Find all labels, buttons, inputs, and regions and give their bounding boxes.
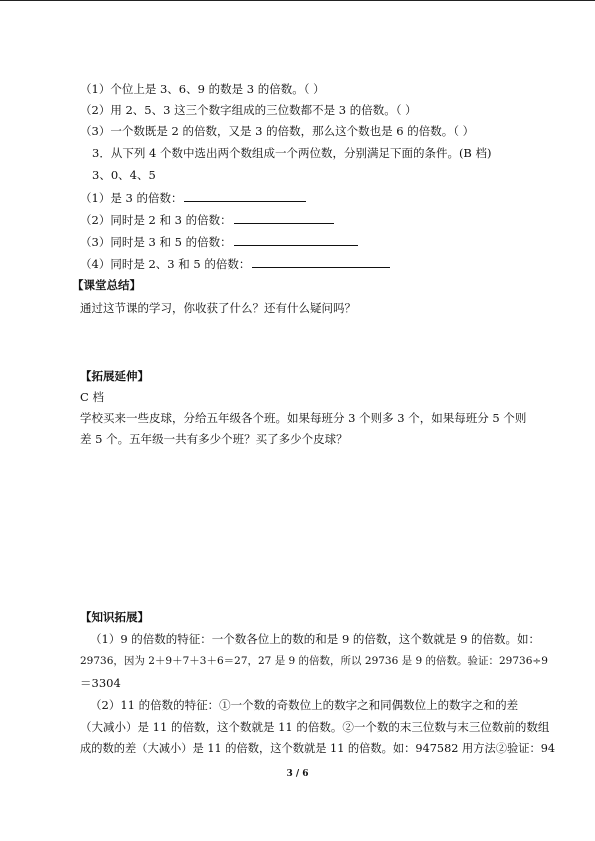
answer-blank-1[interactable] bbox=[184, 190, 306, 202]
question-3-part-4 bbox=[80, 256, 390, 271]
top-border-line bbox=[0, 0, 595, 1]
summary-heading: 【课堂总结】 bbox=[72, 278, 141, 292]
answer-blank-3[interactable] bbox=[234, 234, 358, 246]
question-3-part-2-label: （2）同时是 2 和 3 的倍数： bbox=[80, 213, 232, 227]
knowledge-9-line-2: 29736，因为 2＋9＋7＋3＋6＝27，27 是 9 的倍数，所以 29736 是 9 的倍数。验证：29736÷9 bbox=[80, 655, 548, 667]
question-3-part-3 bbox=[80, 234, 358, 249]
extension-problem-line-1: 学校买来一些皮球，分给五年级各个班。如果每班分 3 个则多 3 个，如果每班分 5 个则 bbox=[80, 411, 527, 425]
page-number: 3 / 6 bbox=[286, 769, 309, 779]
question-3-title: 3．从下列 4 个数中选出两个数组成一个两位数，分别满足下面的条件。(B 档) bbox=[92, 146, 492, 160]
true-false-item-1: （1）个位上是 3、6、9 的数是 3 的倍数。（ ） bbox=[80, 82, 325, 96]
knowledge-11-line-1: （2）11 的倍数的特征：①一个数的奇数位上的数字之和同偶数位上的数字之和的差 bbox=[90, 698, 519, 712]
question-3-part-4-label: （4）同时是 2、3 和 5 的倍数： bbox=[80, 257, 251, 271]
extension-heading: 【拓展延伸】 bbox=[80, 369, 149, 383]
knowledge-11-line-2: （大减小）是 11 的倍数，这个数就是 11 的倍数。②一个数的末三位数与末三位数前的数组 bbox=[80, 720, 550, 734]
knowledge-11-line-3: 成的数的差（大减小）是 11 的倍数，这个数就是 11 的倍数。如：947582 用方法②验证：94 bbox=[80, 742, 556, 755]
question-3-digits: 3、0、4、5 bbox=[92, 168, 156, 182]
true-false-item-3: （3）一个数既是 2 的倍数，又是 3 的倍数，那么这个数也是 6 的倍数。（ ） bbox=[80, 124, 475, 138]
question-3-part-3-label: （3）同时是 3 和 5 的倍数： bbox=[80, 235, 232, 249]
answer-blank-2[interactable] bbox=[234, 212, 334, 224]
answer-blank-4[interactable] bbox=[252, 256, 390, 268]
knowledge-9-line-3: ＝3304 bbox=[80, 676, 121, 690]
extension-problem-line-2: 差 5 个。五年级一共有多少个班？买了多少个皮球？ bbox=[80, 432, 348, 446]
summary-text: 通过这节课的学习，你收获了什么？还有什么疑问吗？ bbox=[80, 301, 356, 315]
knowledge-heading: 【知识拓展】 bbox=[80, 610, 149, 624]
true-false-item-2: （2）用 2、5、3 这三个数字组成的三位数都不是 3 的倍数。（ ） bbox=[80, 103, 417, 117]
knowledge-9-line-1: （1）9 的倍数的特征：一个数各位上的数的和是 9 的倍数，这个数就是 9 的倍数。如： bbox=[90, 632, 541, 646]
question-3-part-1 bbox=[80, 190, 306, 205]
question-3-part-1-label: （1）是 3 的倍数： bbox=[80, 191, 183, 205]
question-3-part-2 bbox=[80, 212, 334, 227]
extension-level: C 档 bbox=[80, 390, 104, 404]
